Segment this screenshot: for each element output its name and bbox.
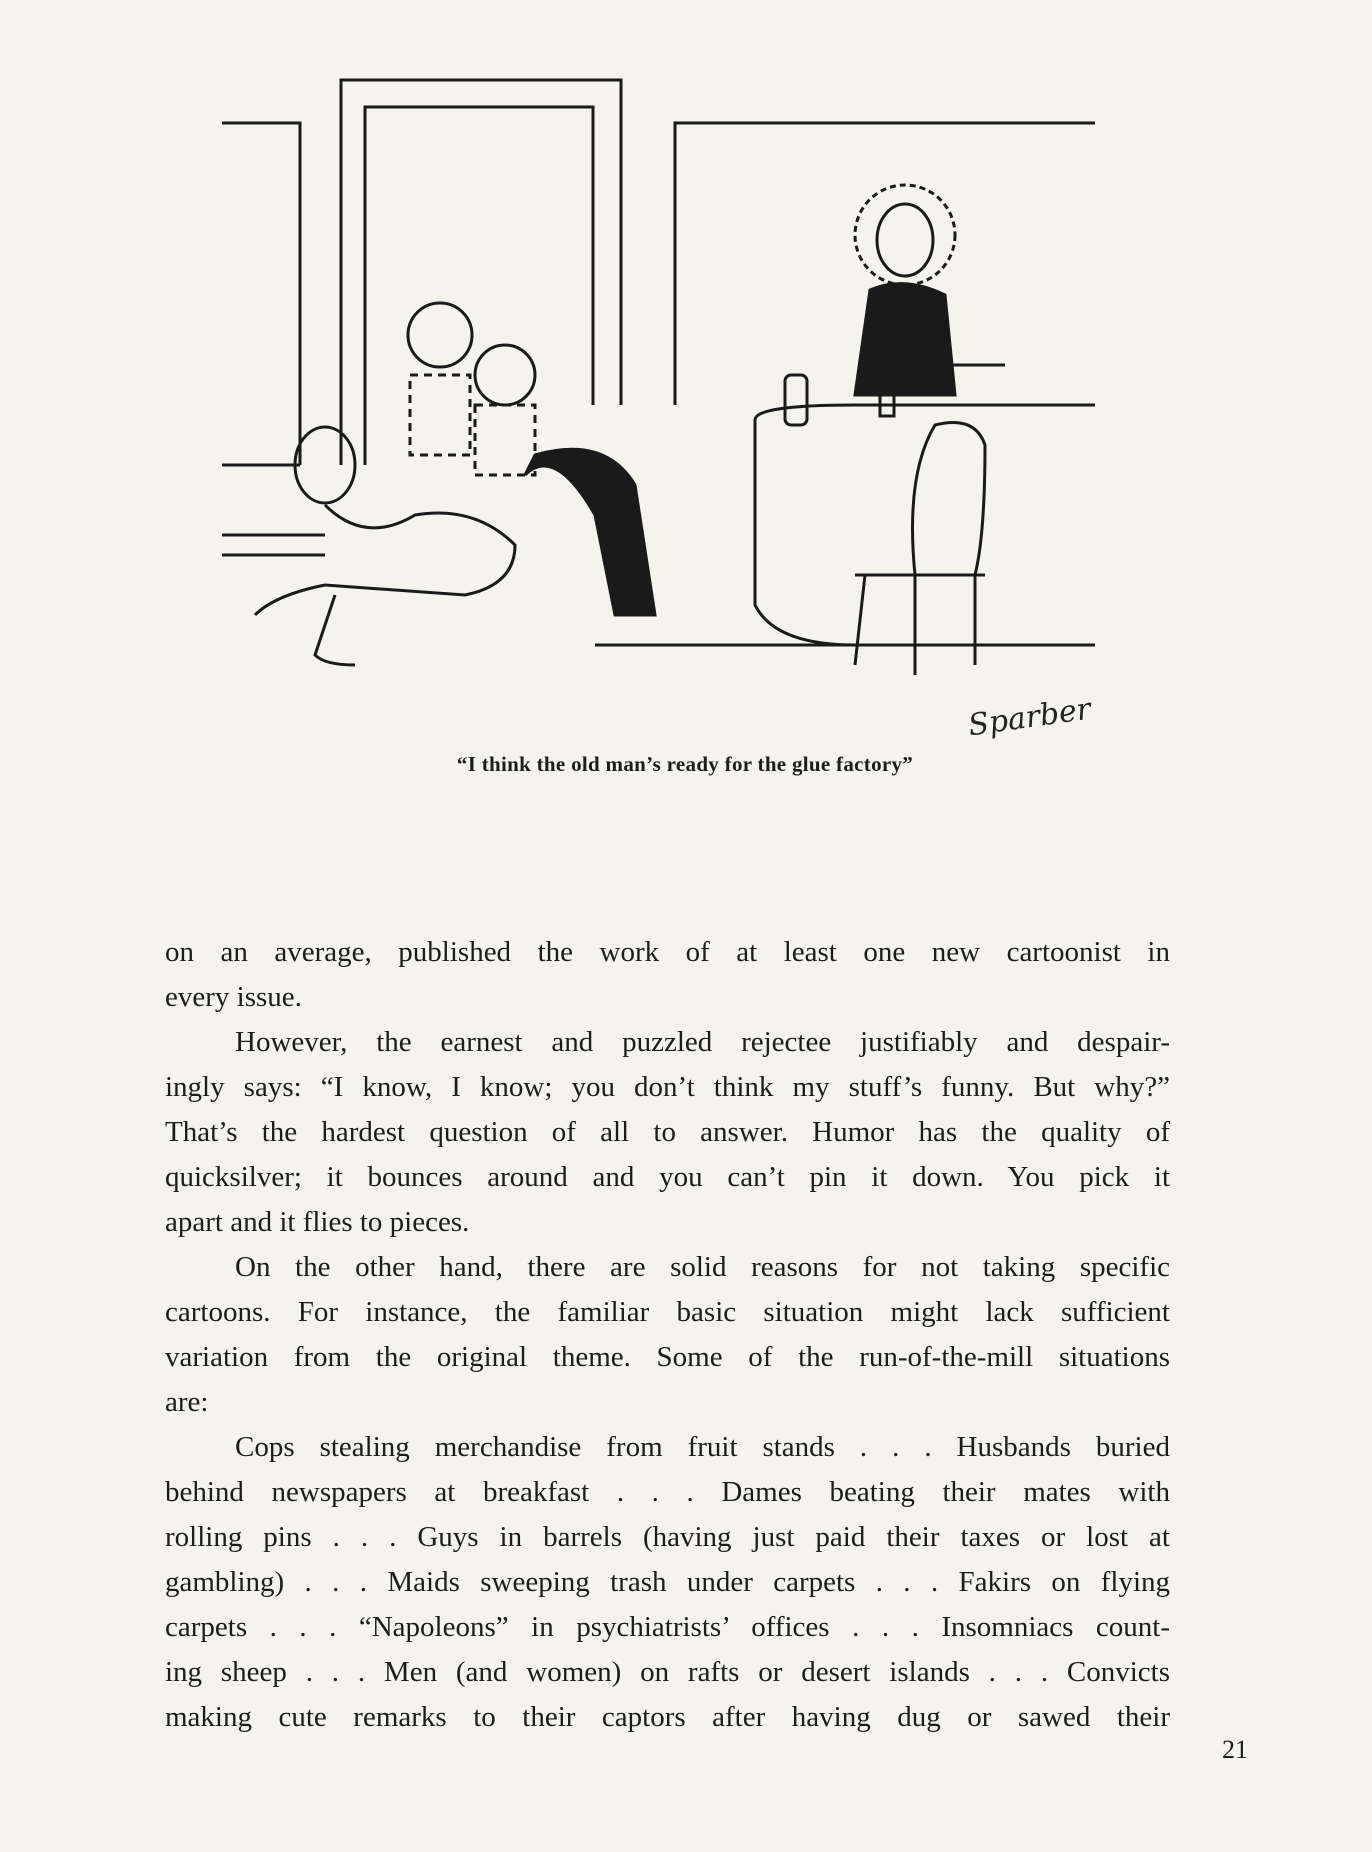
text-line: on an average, published the work of at least one new cartoonist in (165, 936, 1170, 968)
page-number: 21 (1222, 1735, 1248, 1764)
text-line: That’s the hardest question of all to answer. Humor has the quality of (165, 1116, 1170, 1148)
text-line: behind newspapers at breakfast . . . Dames beating their mates with (165, 1476, 1170, 1508)
text-line: every issue. (165, 981, 302, 1013)
text-line: ingly says: “I know, I know; you don’t think my stuff’s funny. But why?” (165, 1071, 1170, 1103)
artist-signature: Sparber (966, 691, 1094, 744)
woman-figure (855, 185, 1005, 395)
text-line: gambling) . . . Maids sweeping trash under carpets . . . Fakirs on flying (165, 1566, 1170, 1598)
text-line: On the other hand, there are solid reasons for not taking specific (235, 1251, 1170, 1283)
cartoon-illustration (215, 75, 1115, 715)
chair (855, 423, 985, 676)
text-line: rolling pins . . . Guys in barrels (having just paid their taxes or lost at (165, 1521, 1170, 1553)
text-line: apart and it flies to pieces. (165, 1206, 470, 1238)
cartoon-caption: “I think the old man’s ready for the glue factory” (456, 752, 914, 776)
text-line: ing sheep . . . Men (and women) on rafts or desert islands . . . Convicts (165, 1656, 1170, 1688)
room-background (222, 80, 1095, 645)
text-line: carpets . . . “Napoleons” in psychiatrists’ offices . . . Insomniacs count- (165, 1611, 1170, 1643)
text-line: making cute remarks to their captors after having dug or sawed their (165, 1701, 1170, 1733)
father-and-kids (255, 303, 655, 665)
text-line: are: (165, 1386, 209, 1418)
text-line: cartoons. For instance, the familiar basic situation might lack sufficient (165, 1296, 1170, 1328)
table (755, 375, 1095, 645)
text-line: quicksilver; it bounces around and you can’t pin it down. You pick it (165, 1161, 1170, 1193)
text-line: variation from the original theme. Some of the run-of-the-mill situations (165, 1341, 1170, 1373)
text-line: Cops stealing merchandise from fruit stands . . . Husbands buried (235, 1431, 1170, 1463)
text-line: However, the earnest and puzzled rejectee justifiably and despair- (235, 1026, 1170, 1058)
body-text (165, 930, 1170, 1740)
